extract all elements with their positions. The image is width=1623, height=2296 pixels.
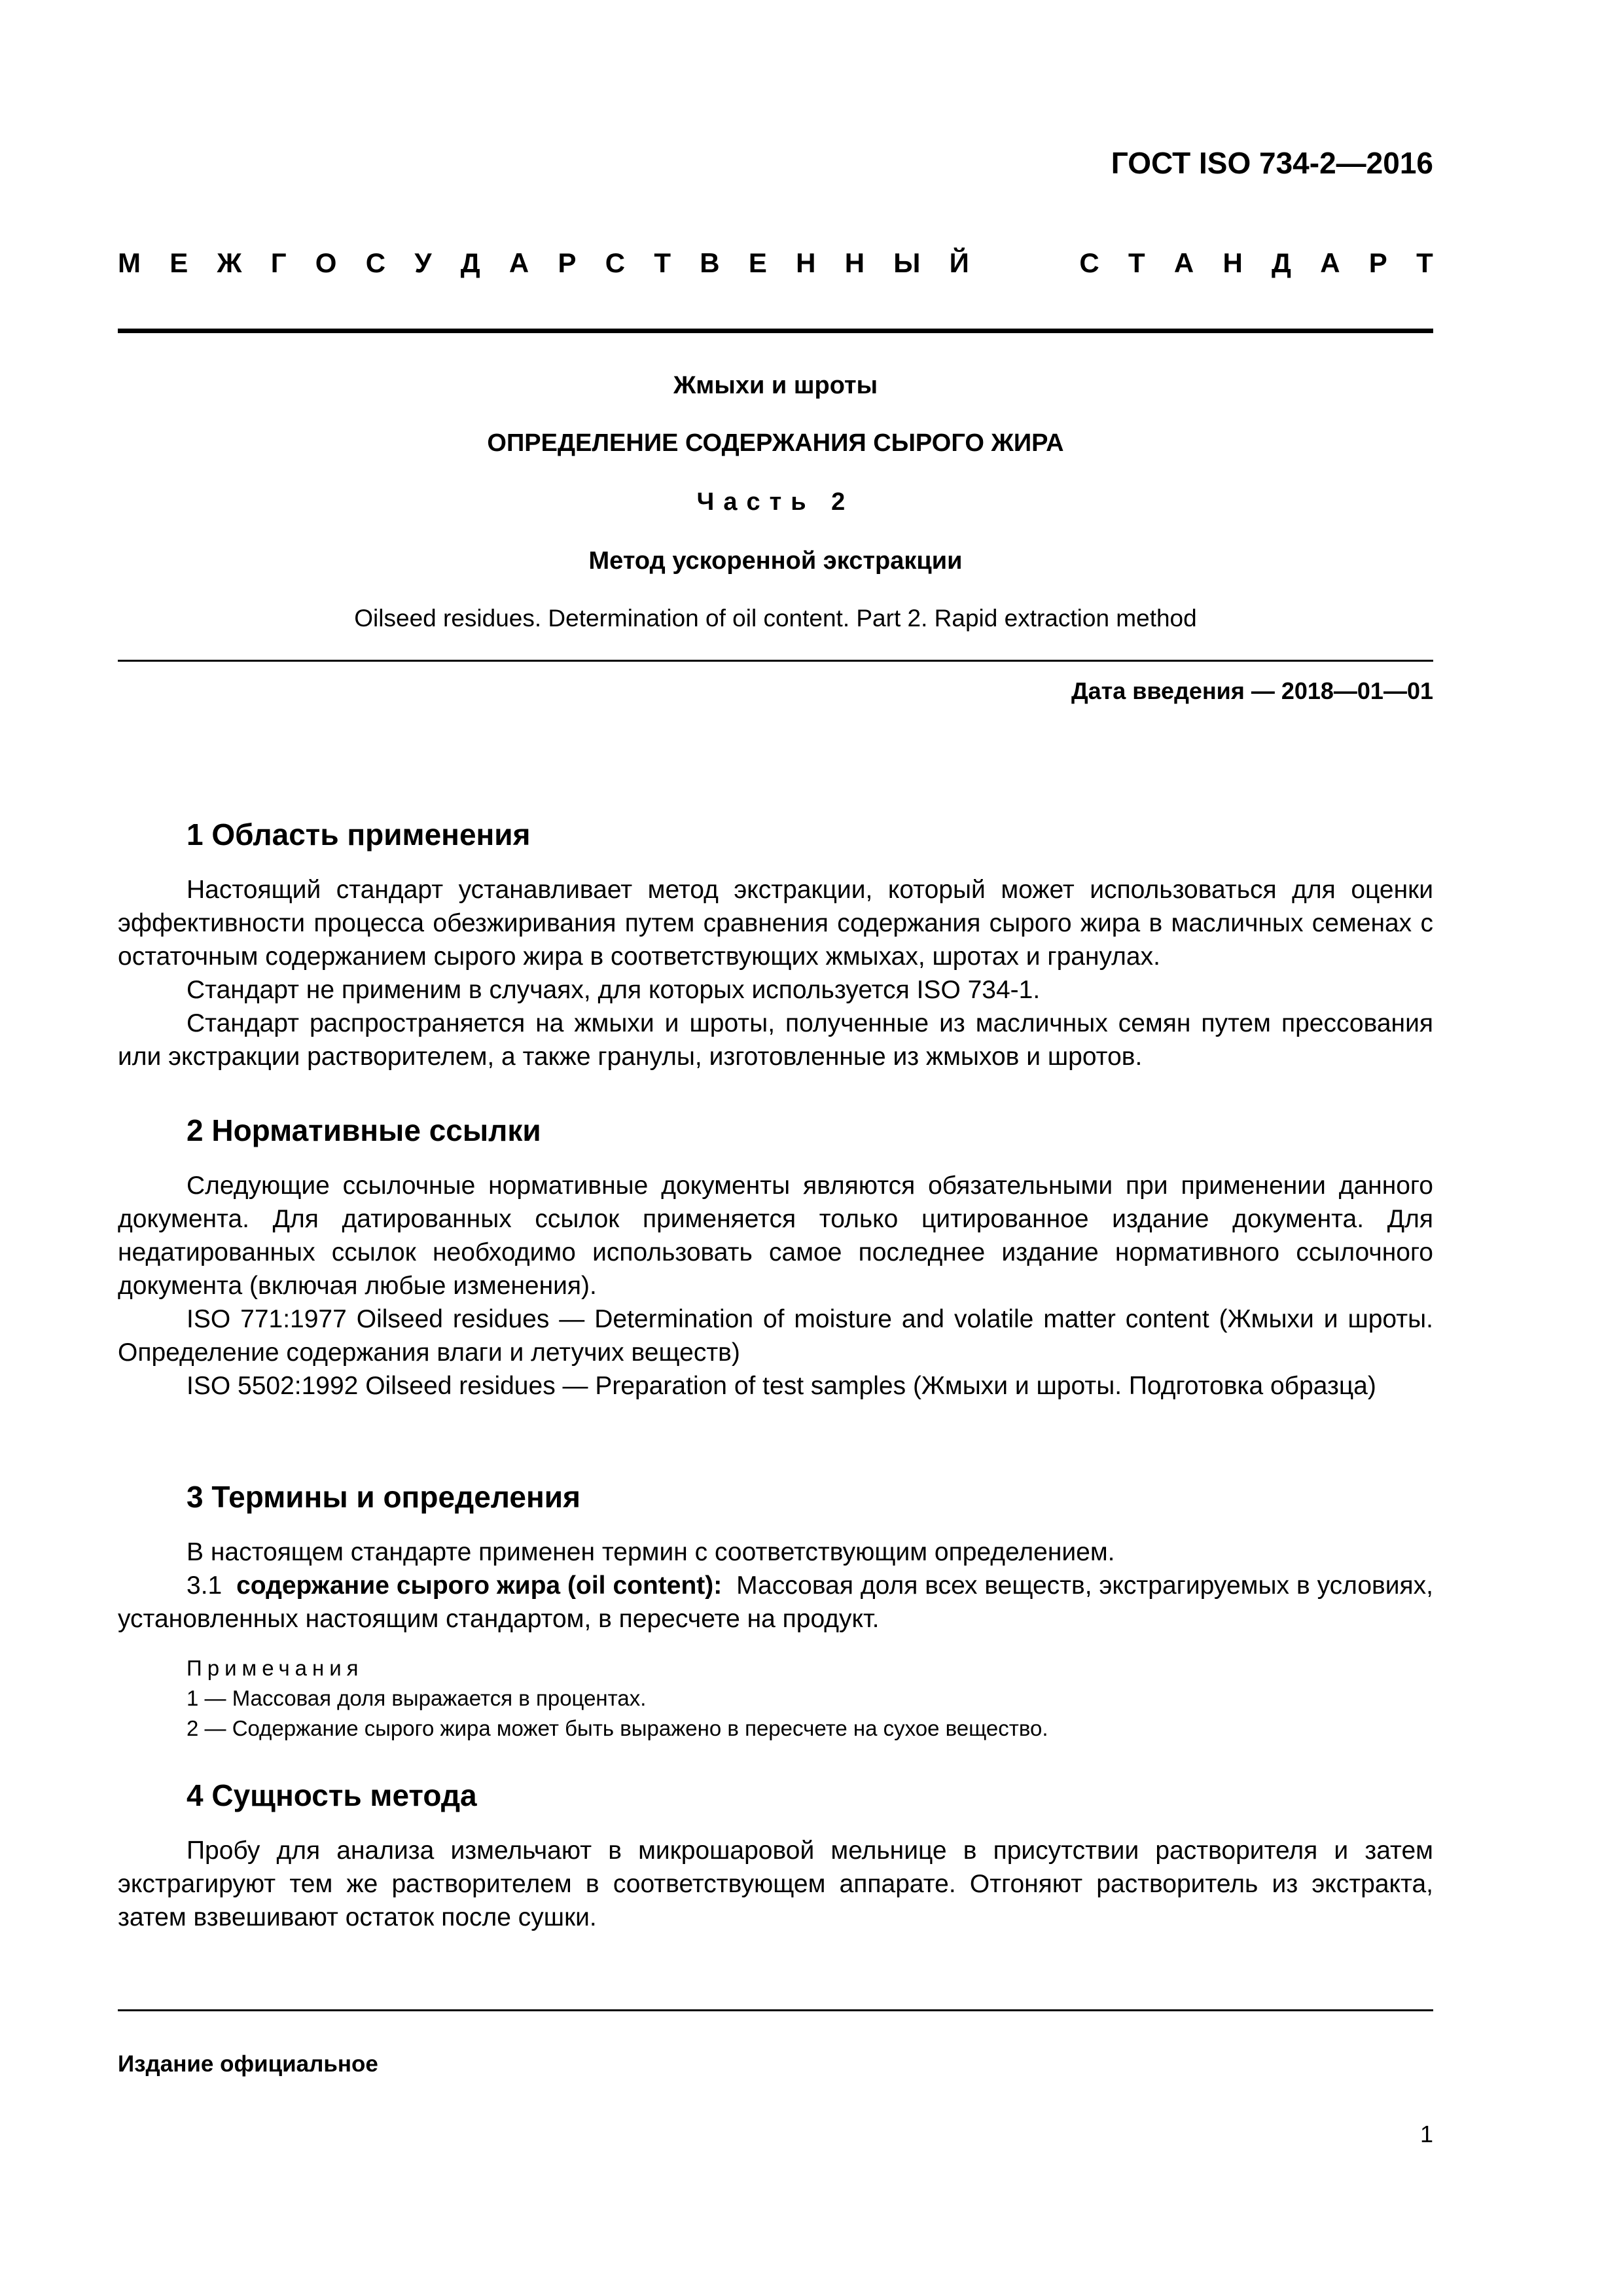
page-number: 1	[1419, 2121, 1433, 2147]
letter: М	[118, 247, 141, 278]
title-method: Метод ускоренной экстракции	[588, 547, 963, 575]
letter: С	[605, 247, 626, 278]
paragraph: В настоящем стандарте применен термин с соответствующим определением.	[187, 1538, 1115, 1566]
paragraph: Настоящий стандарт устанавливает метод экстракции, который может использоваться для оценки эффективности процесса обезжиривания путем сравнения содержания сырого жира в масличных семенах с остаточным содержанием сырого жира в соответствующих жмыхах, шротах и гранулах.	[118, 876, 1433, 971]
introduction-date: Дата введения — 2018—01—01	[1071, 677, 1433, 704]
letter: Й	[949, 247, 969, 278]
letter: С	[365, 247, 386, 278]
paragraph: Стандарт не применим в случаях, для которых используется ISO 734-1.	[187, 976, 1041, 1004]
letter: Е	[169, 247, 188, 278]
term-definition	[118, 1569, 1433, 1636]
title-divider	[118, 660, 1433, 662]
footer-divider	[118, 2009, 1433, 2011]
letter: А	[1173, 247, 1194, 278]
document-page	[118, 0, 1433, 2296]
standard-number: ГОСТ ISO 734-2—2016	[1111, 146, 1433, 180]
letter: О	[315, 247, 337, 278]
letter: Т	[1416, 247, 1433, 278]
note-item: 1 — Массовая доля выражается в процентах.	[187, 1686, 647, 1710]
title-english: Oilseed residues. Determination of oil content. Part 2. Rapid extraction method	[354, 605, 1197, 632]
reference-item: ISO 771:1977 Oilseed residues — Determination of moisture and volatile matter content (Жмыхи и шроты. Определение содержания влаги и летучих веществ)	[118, 1305, 1433, 1367]
letter: Е	[748, 247, 767, 278]
title-subject: Жмыхи и шроты	[673, 372, 878, 399]
section-2-heading: 2 Нормативные ссылки	[187, 1113, 541, 1147]
letter: Р	[558, 247, 577, 278]
edition-label: Издание официальное	[118, 2051, 378, 2077]
term: содержание сырого жира (oil content):	[236, 1571, 722, 1600]
letter: Т	[1128, 247, 1145, 278]
letter: Д	[1272, 247, 1291, 278]
title-part: Часть 2	[696, 488, 855, 516]
letter: В	[700, 247, 720, 278]
letter: Н	[796, 247, 816, 278]
letter: Н	[844, 247, 865, 278]
letter: А	[1320, 247, 1340, 278]
letter: Г	[270, 247, 287, 278]
section-4-body	[118, 1834, 1433, 1934]
letter: С	[1079, 247, 1099, 278]
letter: Н	[1222, 247, 1243, 278]
word-gap	[998, 247, 1050, 279]
letter: А	[508, 247, 529, 278]
notes-block	[187, 1653, 1430, 1744]
paragraph: Стандарт распространяется на жмыхи и шроты, полученные из масличных семян путем прессования или экстракции растворителем, а также гранулы, изготовленные из жмыхов и шротов.	[118, 1009, 1433, 1071]
term-number: 3.1	[187, 1571, 223, 1600]
letter: Т	[654, 247, 671, 278]
note-item: 2 — Содержание сырого жира может быть выражено в пересчете на сухое вещество.	[187, 1716, 1048, 1740]
letter: У	[414, 247, 432, 278]
header-divider	[118, 329, 1433, 333]
letter: Ж	[217, 247, 242, 278]
section-3-heading: 3 Термины и определения	[187, 1480, 580, 1514]
notes-title: Примечания	[187, 1656, 364, 1680]
section-1-body	[118, 873, 1433, 1073]
section-3-body	[118, 1535, 1433, 1636]
definition: Массовая доля всех веществ, экстрагируемых в условиях, установленных настоящим стандартом, в пересчете на продукт.	[118, 1571, 1434, 1633]
paragraph: Следующие ссылочные нормативные документы являются обязательными при применении данного документа. Для датированных ссылок применяется только цитированное издание документа. Для недатированных ссылок необходимо использовать самое последнее издание нормативного ссылочного документа (включая любые изменения).	[118, 1172, 1433, 1300]
letter: Р	[1368, 247, 1387, 278]
section-4-heading: 4 Сущность метода	[187, 1778, 477, 1812]
title-main: ОПРЕДЕЛЕНИЕ СОДЕРЖАНИЯ СЫРОГО ЖИРА	[487, 429, 1064, 457]
letter: Д	[460, 247, 480, 278]
section-2-body	[118, 1169, 1433, 1403]
section-1-heading: 1 Область применения	[187, 817, 531, 852]
interstate-standard-heading	[118, 247, 1433, 279]
reference-item: ISO 5502:1992 Oilseed residues — Preparation of test samples (Жмыхи и шроты. Подготовка образца)	[187, 1372, 1376, 1400]
paragraph: Пробу для анализа измельчают в микрошаровой мельнице в присутствии растворителя и затем экстрагируют тем же растворителем в соответствующем аппарате. Отгоняют растворитель из экстракта, затем взвешивают остаток после сушки.	[118, 1837, 1433, 1931]
letter: Ы	[893, 247, 921, 278]
